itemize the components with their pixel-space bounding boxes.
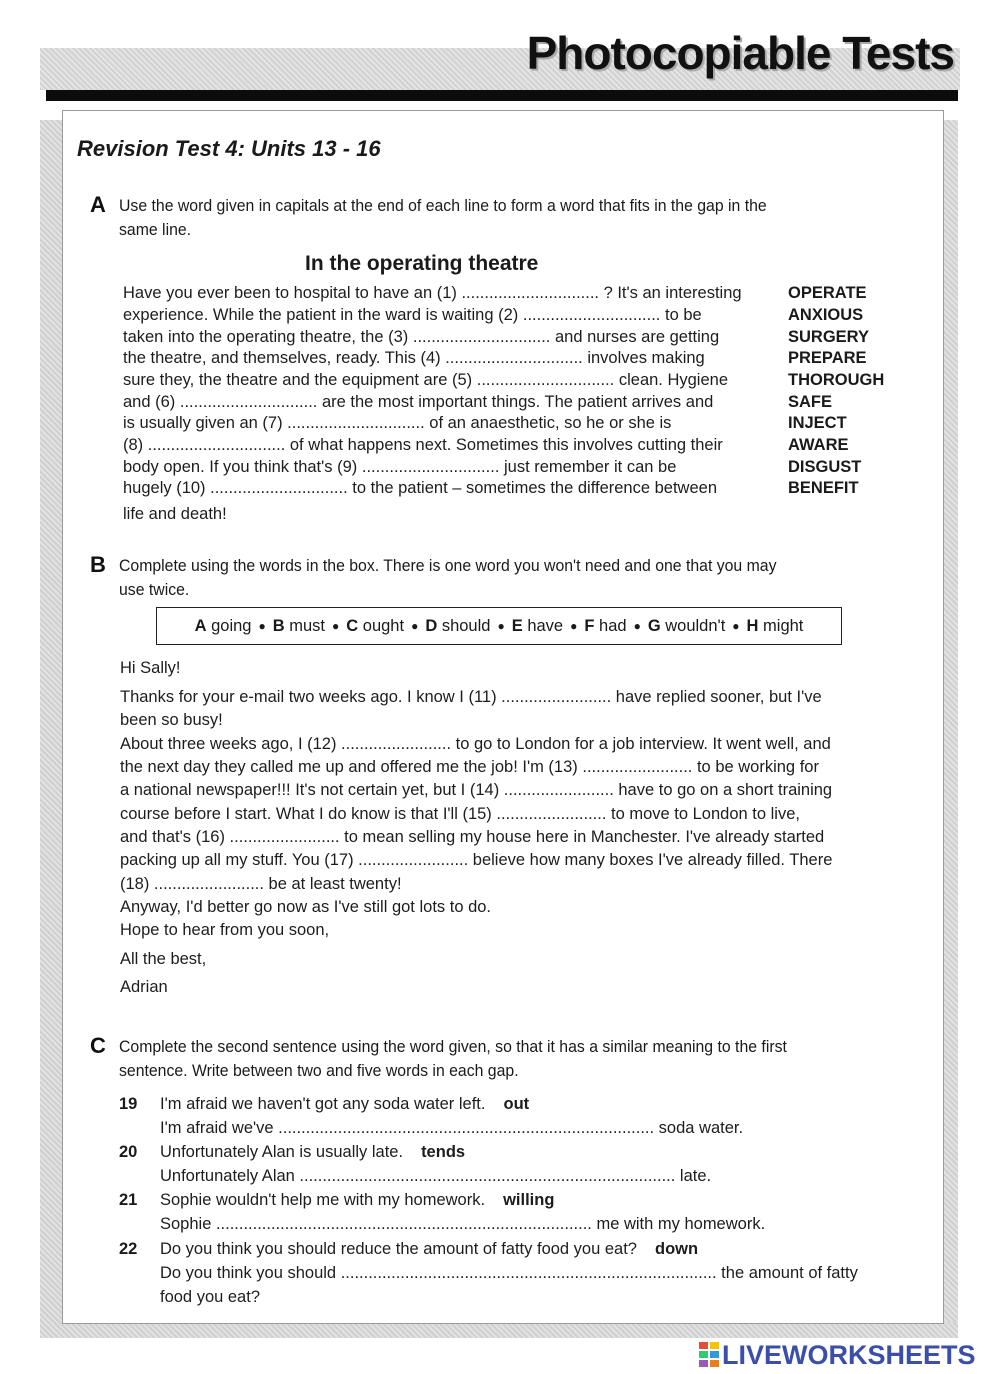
question-number: 22 xyxy=(119,1240,138,1258)
keyword: THOROUGH xyxy=(788,371,885,389)
keyword: SURGERY xyxy=(788,328,869,346)
page-header-title: Photocopiable Tests xyxy=(526,27,954,79)
passage-line: life and death! xyxy=(123,505,227,523)
frame-left xyxy=(40,120,62,1338)
section-a-letter: A xyxy=(90,192,106,217)
keyword: OPERATE xyxy=(788,284,867,302)
word-box-item: A going xyxy=(194,616,252,635)
keyword: ANXIOUS xyxy=(788,306,864,324)
passage-line: Have you ever been to hospital to have an (1) .............................. ? It's an interesting xyxy=(123,284,742,302)
passage-line: hugely (10) .............................. to the patient – sometimes the difference between xyxy=(123,479,717,497)
passage-line: (8) .............................. of what happens next. Sometimes this involves cutting their xyxy=(123,436,723,454)
question-sentence: Unfortunately Alan is usually late. tends xyxy=(160,1143,466,1161)
section-a-instruction-line: same line. xyxy=(119,220,192,239)
letter-line: All the best, xyxy=(120,950,207,968)
question-keyword: tends xyxy=(421,1143,466,1161)
section-a-instruction-line: Use the word given in capitals at the end of each line to form a word that fits in the gap in the xyxy=(119,196,767,215)
keyword: BENEFIT xyxy=(788,479,859,497)
question-keyword: out xyxy=(503,1095,530,1113)
keyword: SAFE xyxy=(788,393,833,411)
keyword: INJECT xyxy=(788,414,847,432)
word-box: A going ● B must ● C ought ● D should ● E have ● F had ● G wouldn't ● H might xyxy=(156,607,842,645)
letter-line: Adrian xyxy=(120,978,168,996)
question-keyword: willing xyxy=(503,1191,555,1209)
passage-line: taken into the operating theatre, the (3) .............................. and nurses are getting xyxy=(123,328,720,346)
frame-bottom xyxy=(40,1322,958,1338)
letter-line: a national newspaper!!! It's not certain yet, but I (14) ........................ have to go on a short training xyxy=(120,781,833,799)
question-sentence: Do you think you should reduce the amount of fatty food you eat? down xyxy=(160,1240,699,1258)
passage-line: body open. If you think that's (9) .............................. just remember it can be xyxy=(123,458,677,476)
letter-line: Thanks for your e-mail two weeks ago. I know I (11) ........................ have replied sooner, but I've xyxy=(120,688,822,706)
word-box-item: B must xyxy=(272,616,325,635)
letter-line: (18) ........................ be at least twenty! xyxy=(120,875,402,893)
letter-line: Anyway, I'd better go now as I've still got lots to do. xyxy=(120,898,492,916)
passage-line: and (6) .............................. are the most important things. The patient arrives and xyxy=(123,393,714,411)
keyword: AWARE xyxy=(788,436,849,454)
word-box-item: F had xyxy=(584,616,627,635)
letter-line: and that's (16) ........................ to mean selling my house here in Manchester. I've already started xyxy=(120,828,825,846)
passage-line: the theatre, and themselves, ready. This (4) .............................. involves making xyxy=(123,349,705,367)
passage-line: sure they, the theatre and the equipment are (5) .............................. clean. Hygiene xyxy=(123,371,729,389)
letter-line: Hi Sally! xyxy=(120,659,181,677)
word-box-item: C ought xyxy=(346,616,405,635)
keyword: DISGUST xyxy=(788,458,862,476)
liveworksheets-logo: LIVEWORKSHEETS xyxy=(698,1340,976,1371)
question-sentence: I'm afraid we haven't got any soda water left. out xyxy=(160,1095,530,1113)
section-c-instruction-line: sentence. Write between two and five words in each gap. xyxy=(119,1061,519,1080)
question-number: 21 xyxy=(119,1191,138,1209)
test-title: Revision Test 4: Units 13 - 16 xyxy=(77,136,381,161)
liveworksheets-logo-icon xyxy=(698,1340,720,1368)
question-answer-line: I'm afraid we've .................................................................................. soda water. xyxy=(160,1119,744,1137)
keyword: PREPARE xyxy=(788,349,867,367)
word-box-item: G wouldn't xyxy=(647,616,726,635)
word-box-item: H might xyxy=(746,616,804,635)
letter-line: packing up all my stuff. You (17) ........................ believe how many boxes I've already filled. There xyxy=(120,851,833,869)
section-c-instruction-line: Complete the second sentence using the word given, so that it has a similar meaning to the first xyxy=(119,1037,787,1056)
question-sentence: Sophie wouldn't help me with my homework. willing xyxy=(160,1191,555,1209)
section-b-instruction-line: use twice. xyxy=(119,580,190,599)
frame-right xyxy=(942,120,958,1338)
passage-line: is usually given an (7) .............................. of an anaesthetic, so he or she is xyxy=(123,414,672,432)
question-number: 19 xyxy=(119,1095,138,1113)
question-answer-line: Unfortunately Alan .................................................................................. late. xyxy=(160,1167,712,1185)
section-c-letter: C xyxy=(90,1033,106,1058)
section-b-instruction-line: Complete using the words in the box. There is one word you won't need and one that you may xyxy=(119,556,777,575)
section-b-letter: B xyxy=(90,552,106,577)
letter-line: course before I start. What I do know is that I'll (15) ........................ to move to London to live, xyxy=(120,805,800,823)
question-number: 20 xyxy=(119,1143,138,1161)
question-keyword: down xyxy=(654,1240,699,1258)
question-answer-line: Do you think you should .................................................................................. the amount of fatty xyxy=(160,1264,858,1282)
question-answer-line: food you eat? xyxy=(160,1288,260,1306)
header-rule xyxy=(46,90,958,101)
letter-line: been so busy! xyxy=(120,711,223,729)
passage-line: experience. While the patient in the ward is waiting (2) .............................. to be xyxy=(123,306,702,324)
word-box-item: D should xyxy=(425,616,491,635)
word-box-item: E have xyxy=(511,616,564,635)
question-answer-line: Sophie .................................................................................. me with my homework. xyxy=(160,1215,766,1233)
passage-title: In the operating theatre xyxy=(305,252,539,275)
letter-line: Hope to hear from you soon, xyxy=(120,921,330,939)
letter-line: About three weeks ago, I (12) ........................ to go to London for a job interview. It went well, and xyxy=(120,735,831,753)
letter-line: the next day they called me up and offered me the job! I'm (13) ........................ to be working for xyxy=(120,758,819,776)
